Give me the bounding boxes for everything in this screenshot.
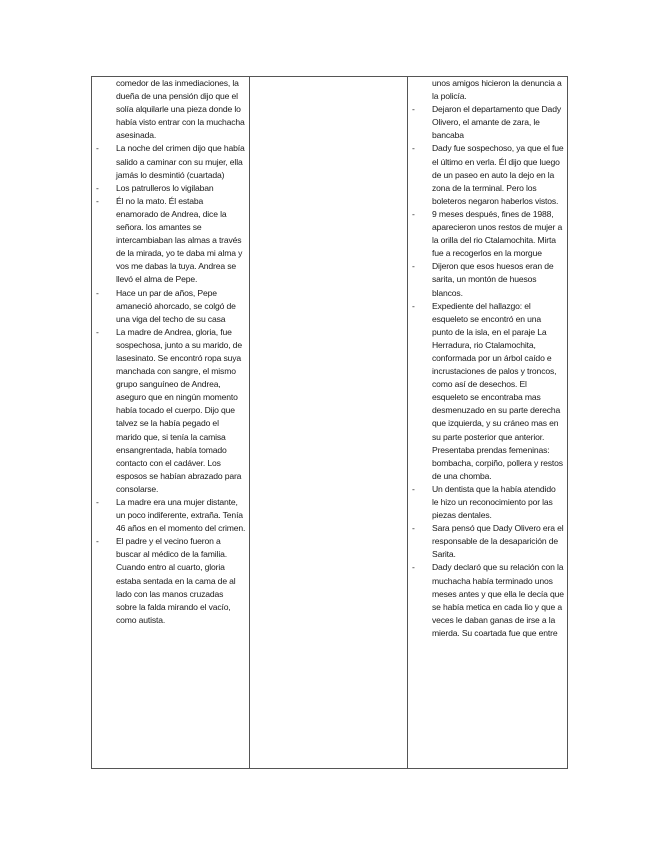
bullet-dash: - (96, 497, 99, 507)
bullet-dash: - (96, 326, 99, 337)
list-item-text: Él no la mato. Él estaba enamorado de Andrea, dice la señora. los amantes se intercambiaban las almas a través de la mirada, yo te daba mi alma y vos me dabas la tuya. Andrea se llevó el alma de Pepe. (116, 195, 243, 285)
list-item-text: La madre era una mujer distante, un poco indiferente, extraña. Tenía 46 años en el momento del crimen. (116, 497, 246, 534)
list-item (408, 77, 564, 103)
bullet-dash: - (412, 300, 415, 311)
bullet-dash: - (412, 523, 415, 534)
bullet-dash: - (412, 208, 415, 219)
list-item (408, 260, 564, 299)
list-item-text: Sara pensó que Dady Olivero era el responsable de la desaparición de Sarita. (432, 523, 564, 560)
list-item (408, 522, 564, 561)
column-middle (250, 77, 408, 769)
list-item-text: Dijeron que esos huesos eran de sarita, un montón de huesos blancos. (432, 261, 554, 298)
bullet-dash: - (412, 562, 415, 573)
list-item-text: Dejaron el departamento que Dady Olivero, el amante de zara, le bancaba (432, 104, 561, 141)
bullet-dash: - (96, 195, 99, 206)
bullet-dash: - (412, 104, 415, 115)
list-item-text: El padre y el vecino fueron a buscar al médico de la familia. Cuando entro al cuarto, gloria estaba sentada en la cama de al lado con las manos cruzadas sobre la falda mirando el vacío, como autista. (116, 536, 236, 625)
list-item-text: Dady declaró que su relación con la muchacha había terminado unos meses antes y que ella le decía que se había metica en cada lio y que a veces le daban ganas de irse a la mierda. Su coartada fue que entre (432, 562, 564, 638)
notes-table (91, 76, 568, 769)
list-item (92, 496, 246, 535)
bullet-dash: - (96, 182, 99, 193)
bullet-dash: - (96, 143, 99, 154)
list-item (408, 103, 564, 142)
bullet-dash: - (96, 536, 99, 547)
list-item (408, 300, 564, 483)
bullet-dash: - (412, 261, 415, 272)
list-item-text: Expediente del hallazgo: el esqueleto se encontró en una punto de la isla, en el paraje La Herradura, rio Ctalamochita, conformada por un árbol caído e incrustaciones de palos y troncos, como así de desechos. El esqueleto se encontraba mas desmenuzado en su parte derecha que izquierda, y su cráneo mas en su parte posterior que anterior. Presentaba prendas femeninas: bombacha, corpiño, pollera y restos de una chomba. (432, 300, 563, 481)
list-item-text: Dady fue sospechoso, ya que el fue el último en verla. Él dijo que luego de un paseo en auto la dejo en la zona de la terminal. Pero los boleteros negaron haberlos vistos. (432, 143, 564, 206)
list-item (92, 182, 246, 195)
column-right (408, 77, 568, 769)
list-item (408, 561, 564, 640)
list-item-text: unos amigos hicieron la denuncia a la policía. (432, 78, 562, 102)
list-item (408, 208, 564, 260)
list-item (92, 535, 246, 627)
list-item-text: Un dentista que la había atendido le hizo un reconocimiento por las piezas dentales. (432, 483, 556, 521)
list-item (92, 195, 246, 287)
notes-list-right (408, 77, 567, 640)
bullet-dash: - (412, 483, 415, 494)
list-item-text: La noche del crimen dijo que había salido a caminar con su mujer, ella jamás lo desmintió (cuartada) (116, 143, 245, 180)
list-item (92, 142, 246, 181)
column-left (92, 77, 250, 769)
list-item-text: La madre de Andrea, gloria, fue sospechosa, junto a su marido, de lasesinato. Se encontró ropa suya manchada con sangre, el mismo grupo sanguíneo de Andrea, aseguro que en ningún momento había tocado el cuerpo. Dijo que talvez se la había pegado el marido que, si tenía la camisa ensangrentada, había tomado contacto con el cadáver. Los esposos se habían abrazado para consolarse. (116, 326, 242, 494)
bullet-dash: - (96, 287, 99, 298)
list-item (408, 142, 564, 207)
list-item (92, 287, 246, 326)
list-item-text: Hace un par de años, Pepe amaneció ahorcado, se colgó de una viga del techo de su casa (116, 287, 236, 324)
notes-list-left (92, 77, 249, 627)
list-item-text: comedor de las inmediaciones, la dueña de una pensión dijo que el solía alquilarle una pieza donde lo había visto entrar con la muchacha asesinada. (116, 78, 245, 141)
list-item (92, 77, 246, 142)
table-row (92, 77, 568, 769)
bullet-dash: - (412, 143, 415, 154)
list-item-text: Los patrulleros lo vigilaban (116, 182, 214, 193)
list-item (408, 483, 564, 522)
list-item (92, 326, 246, 496)
list-item-text: 9 meses después, fines de 1988, aparecieron unos restos de mujer a la orilla del rio Ctalamochita. Mirta fue a recogerlos en la morgue (432, 208, 563, 259)
